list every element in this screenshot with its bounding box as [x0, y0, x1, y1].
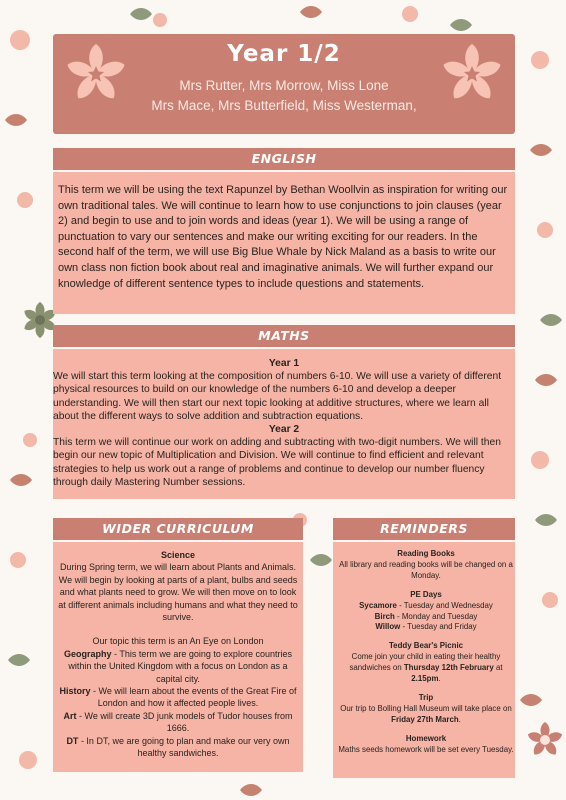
art-label: Art — [63, 710, 77, 721]
flower-icon-right — [440, 34, 504, 114]
english-body: This term we will be using the text Rapunzel by Bethan Woollvin as inspiration for writing our own traditional tales. We will continue to learn how to use conjunctions to join clauses (year 2) and begin to use and to join words and ideas (year 1). We will be using a range of punctuation to vary our sentences and make our writing exciting for our readers. In the second half of the term, we will use Big Blue Whale by Nick Maland as a basis to write our own class non fiction book about real and imaginative animals. We will further expand our knowledge of different sentence types to include questions and statements. — [58, 184, 508, 290]
geography-item — [58, 648, 298, 685]
pe-item — [338, 622, 514, 633]
picnic-date: Thursday 12th February — [403, 663, 494, 673]
science-body: During Spring term, we will learn about Plants and Animals. We will begin by looking at parts of a plant, bulbs and seeds and what plants need to grow. We will then move on to look at different animals including humans and what they need to survive. — [58, 562, 298, 623]
maths-year2-heading: Year 2 — [268, 424, 300, 436]
reading-heading: Reading Books — [397, 549, 455, 558]
reminders-body — [338, 549, 514, 756]
picnic-time: 2.15pm — [411, 674, 439, 684]
picnic-body — [338, 652, 514, 685]
maths-year1-heading: Year 1 — [268, 358, 300, 369]
science-heading: Science — [160, 550, 196, 560]
trip-end: . — [458, 714, 461, 724]
trip-body — [338, 704, 514, 726]
maths-year2-body: This term we will continue our work on adding and subtracting with two-digit numbers. We will then begin our new topic of Multiplication and Division. We will continue to find efficient and relevant strategies to help us work out a range of problems and continue to develop our number fluency through daily Mastering Number sessions. — [53, 437, 501, 488]
wider-curriculum-heading: WIDER CURRICULUM — [53, 518, 303, 540]
pe-item — [338, 601, 514, 612]
page-title: Year 1/2 — [227, 41, 341, 67]
pe-days: - Tuesday and Wednesday — [396, 600, 493, 610]
pe-class: Sycamore — [359, 600, 397, 610]
trip-text: Our trip to Bolling Hall Museum will take place on — [340, 703, 512, 713]
dt-label: DT — [66, 735, 79, 746]
history-body: - We will learn about the events of the Great Fire of London and how it affected people lives. — [90, 686, 297, 709]
pe-class: Birch — [374, 611, 395, 621]
history-item — [58, 685, 298, 710]
homework-heading: Homework — [405, 733, 447, 743]
history-label: History — [59, 686, 91, 697]
picnic-heading: Teddy Bear's Picnic — [388, 641, 464, 651]
topic-intro: Our topic this term is an An Eye on London — [92, 636, 264, 647]
trip-date: Friday 27th March — [391, 714, 459, 724]
dt-item — [58, 735, 298, 760]
pe-item — [338, 612, 514, 623]
pe-days: - Monday and Tuesday — [394, 611, 478, 621]
teacher-line-1: Mrs Rutter, Mrs Morrow, Miss Lone — [179, 78, 389, 93]
reading-body: All library and reading books will be changed on a Monday. — [339, 559, 513, 580]
wider-curriculum-body — [58, 549, 298, 760]
picnic-end: . — [438, 674, 441, 684]
trip-heading: Trip — [418, 692, 434, 702]
picnic-mid: at — [493, 663, 503, 673]
art-item — [58, 710, 298, 735]
geography-body: - This term we are going to explore countries within the United Kingdom with a focus on London as a capital city. — [68, 648, 292, 684]
pe-heading: PE Days — [410, 589, 442, 599]
flower-icon-left — [64, 34, 128, 114]
reminders-heading: REMINDERS — [333, 518, 515, 540]
maths-year1-body: We will start this term looking at the composition of numbers 6-10. We will use a variety of different physical resources to build on our knowledge of the numbers 6-10 and develop a deeper understanding. We will then start our next topic looking at additive structures, where we learn all about the different ways to solve addition and subtraction equations. — [53, 371, 502, 422]
geography-label: Geography — [64, 648, 112, 659]
pe-days: - Tuesday and Friday — [400, 622, 477, 632]
homework-body: Maths seeds homework will be set every Tuesday. — [338, 744, 514, 754]
picnic-text: Come join your child in eating their healthy sandwiches on — [349, 652, 501, 673]
english-heading: ENGLISH — [53, 148, 515, 170]
teacher-line-2: Mrs Mace, Mrs Butterfield, Miss Westerman, — [151, 98, 417, 113]
pe-class: Willow — [375, 622, 401, 632]
maths-heading: MATHS — [53, 325, 515, 347]
maths-body — [53, 357, 515, 489]
dt-body: - In DT, we are going to plan and make our very own healthy sandwiches. — [78, 735, 290, 759]
art-body: - We will create 3D junk models of Tudor houses from 1666. — [76, 710, 293, 734]
